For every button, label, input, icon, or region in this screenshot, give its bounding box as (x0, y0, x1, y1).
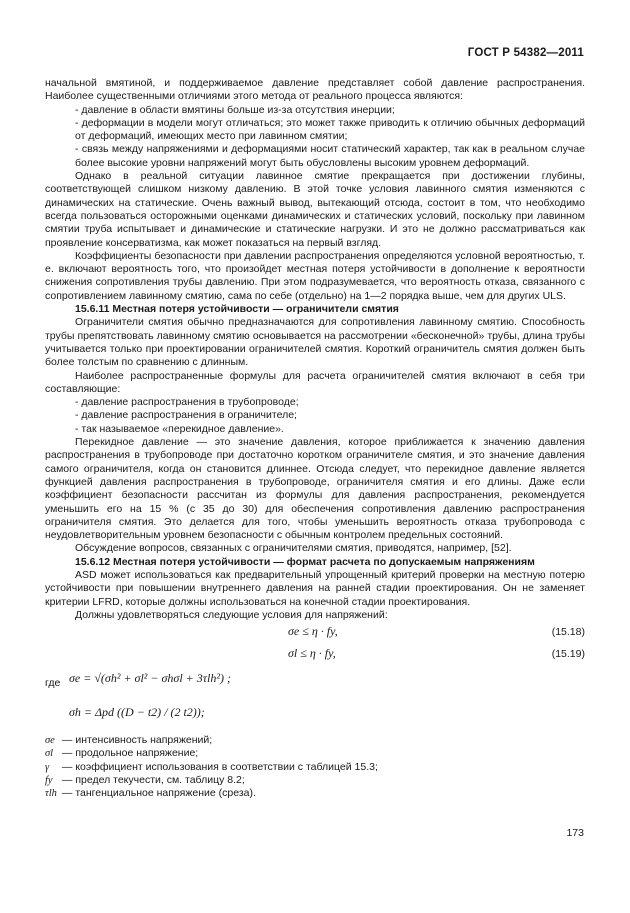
symbol-description: — интенсивность напряжений; (61, 734, 213, 747)
equation-expression: σe ≤ η · fy, (288, 624, 338, 639)
sigma-h-formula: σh = Δpd ((D − t2) / (2 t2)); (69, 705, 205, 720)
list-item: - давление распространения в ограничителе; (75, 409, 297, 422)
symbol-definition (45, 787, 585, 800)
paragraph: Ограничители смятия обычно предназначаются для сопротивления лавинному смятию. Способность трубы препятствовать лавинному смятию основывается на рассмотрении «бесконечной» трубы, длина трубы учитывается только при проектировании ограничителей смятия. Короткий ограничитель смятия должен быть более толстым по сравнению с длинным. (45, 316, 585, 369)
symbol: τlh (45, 788, 57, 800)
paragraph: Коэффициенты безопасности при давлении распространения определяются условной вероятностью, т. е. включают вероятность того, что произойдет местная потеря устойчивости в дополнение к вероятности снижения сопротивления трубы давлению. При этом подразумевается, что вероятность отказа, связанного с сопротивлением лавинному смятию, сама по себе (отдельно) на 1—2 порядка выше, чем для других ULS. (45, 249, 585, 302)
paragraph: Перекидное давление — это значение давления, которое приближается к значению давления распространения в трубопроводе при достаточно коротком ограничителе смятия, и это значение давления самого ограничителя, когда он становится длиннее. Отсюда следует, что перекидное давление является функцией давления распространения в трубопроводе, ограничителя смятия и его длины. Даже если коэффициент безопасности рассчитан из формулы для давления распространения, рекомендуется уменьшить его на 15 % (с 35 до 30) для обеспечения сопротивления давлению распространения ограничителя смятия. Это делается для того, чтобы уменьшить вероятность отказа трубопровода с неудовлетворительным уровнем безопасности с обычным контролем предельных состояний. (45, 436, 585, 542)
symbol-definition (45, 747, 585, 760)
paragraph: Однако в реальной ситуации лавинное смятие прекращается при достижении глубины, соответствующей слишком низкому давлению. В этой точке условия лавинного смятия изменяются с динамических на статические. Очень важный вывод, вытекающий отсюда, состоит в том, что необходимо всегда пользоваться осторожными оценками динамических и статических условий, поскольку при лавинном смятии труба испытывает и динамические и статические нагрузки. И это не должно рассматриваться как проявление консерватизма, как может показаться на первый взгляд. (45, 170, 585, 249)
equation-number: (15.18) (551, 626, 585, 639)
formula-sigma-e (45, 670, 585, 700)
section-heading: 15.6.11 Местная потеря устойчивости — ограничители смятия (75, 303, 399, 316)
symbol-definition (45, 761, 585, 774)
symbol-description: — продольное напряжение; (61, 747, 199, 760)
page-number: 173 (566, 827, 584, 839)
symbol: σl (45, 748, 54, 760)
symbol: γ (45, 761, 50, 773)
symbol-definition (45, 774, 585, 787)
symbol: fy (45, 775, 53, 787)
list-item: - давление распространения в трубопроводе; (75, 396, 299, 409)
symbol-definition (45, 734, 585, 747)
equation-15-18 (45, 622, 585, 644)
list-item: - давление в области вмятины больше из-за отсутствия инерции; (75, 103, 395, 116)
where-label: где (45, 677, 61, 690)
list-item: - так называемое «перекидное давление». (75, 422, 284, 435)
symbol: σe (45, 735, 55, 747)
list-item: - деформации в модели могут отличаться; это может также приводить к отличию обычных деформаций от деформаций, имеющих место при лавинном смятии; (75, 116, 585, 143)
paragraph: ASD может использоваться как предварительный упрощенный критерий проверки на местную потерю устойчивости при повышении внутреннего давления на ранней стадии проектирования. Он не заменяет критерии LFRD, которые должны использоваться на конечной стадии проектирования. (45, 568, 585, 608)
symbol-description: — коэффициент использования в соответствии с таблицей 15.3; (61, 760, 378, 773)
paragraph: Обсуждение вопросов, связанных с ограничителями смятия, приводятся, например, [52]. (75, 542, 512, 555)
symbol-description: — предел текучести, см. таблицу 8.2; (61, 774, 245, 787)
standard-header: ГОСТ Р 54382—2011 (467, 47, 584, 59)
formula-sigma-h (45, 704, 585, 734)
equation-number: (15.19) (551, 648, 585, 661)
paragraph: начальной вмятиной, и поддерживаемое давление представляет собой давление распространения. Наиболее существенными отличиями этого метода от реального процесса являются: (45, 77, 585, 103)
symbol-list (45, 734, 585, 800)
equation-15-19 (45, 644, 585, 666)
paragraph: Наиболее распространенные формулы для расчета ограничителей смятия включают в себя три составляющие: (45, 369, 585, 395)
symbol-description: — тангенциальное напряжение (среза). (61, 787, 256, 800)
sigma-e-formula: σe = √(σh² + σl² − σhσl + 3τlh²) ; (69, 671, 231, 686)
equation-expression: σl ≤ η · fy, (288, 646, 336, 661)
paragraph: Должны удовлетворяться следующие условия для напряжений: (75, 608, 388, 621)
section-heading: 15.6.12 Местная потеря устойчивости — формат расчета по допускаемым напряжениям (75, 555, 535, 568)
page-body (45, 77, 585, 801)
list-item: - связь между напряжениями и деформациями носит статический характер, так как в реальном случае более высокие уровни напряжений могут быть обусловлены высоким уровнем деформаций. (75, 143, 585, 169)
